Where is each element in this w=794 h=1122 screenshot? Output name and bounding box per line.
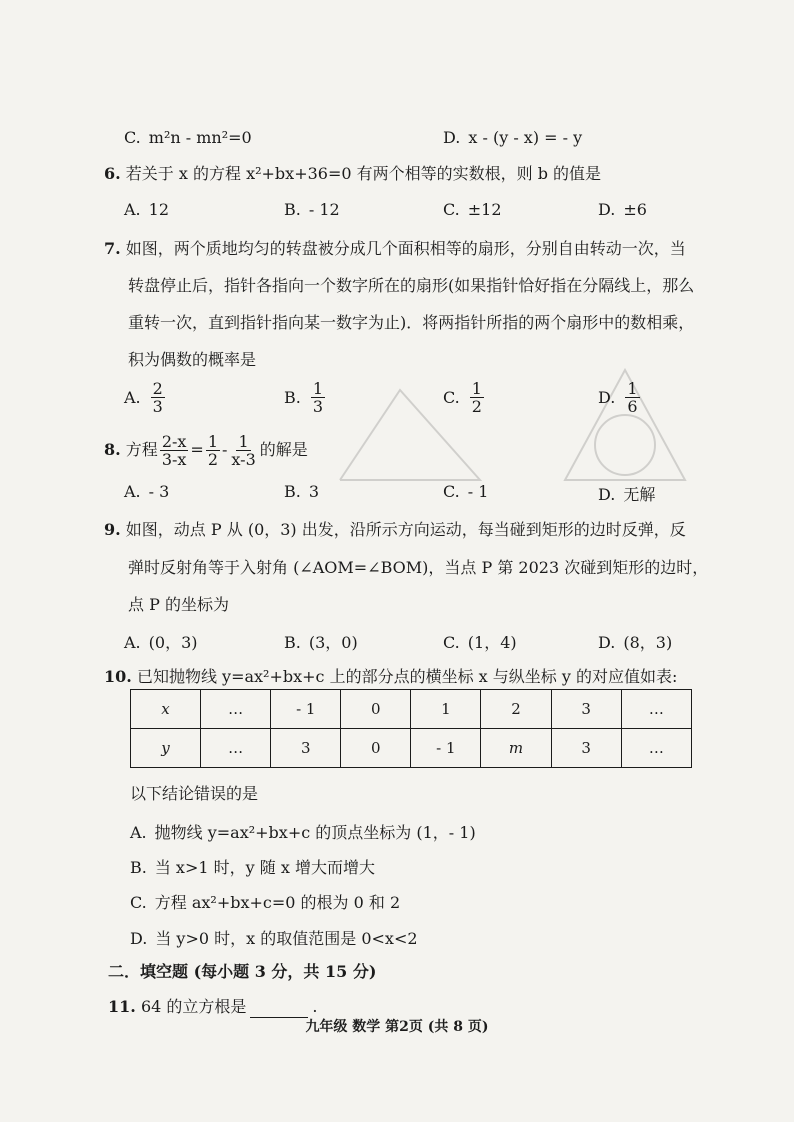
- q6-stem: 6. 若关于 x 的方程 x²+bx+36=0 有两个相等的实数根，则 b 的值是: [104, 164, 602, 183]
- table-cell: 0: [341, 729, 411, 768]
- q7-option-b: B. $\frac{1}{3}$: [284, 379, 324, 416]
- q10-value-table: [130, 689, 692, 768]
- q6-option-c: C. ±12: [443, 200, 502, 219]
- q7-option-a: A. $\frac{2}{3}$: [124, 379, 163, 416]
- table-cell: …: [621, 729, 691, 768]
- table-row-x: [131, 690, 692, 729]
- table-cell: …: [621, 690, 691, 729]
- q9-option-a: A. (0，3): [124, 633, 198, 652]
- q8-option-c: C. - 1: [443, 482, 489, 501]
- table-cell: …: [200, 729, 270, 768]
- q10-option-b: B. 当 x>1 时，y 随 x 增大而增大: [130, 858, 375, 877]
- q9-option-c: C. (1，4): [443, 633, 517, 652]
- q5-option-c: C. m²n - mn²=0: [124, 128, 252, 147]
- q10-option-d: D. 当 y>0 时，x 的取值范围是 0<x<2: [130, 929, 418, 948]
- q6-option-d: D. ±6: [598, 200, 647, 219]
- table-row-y: [131, 729, 692, 768]
- table-cell: x: [131, 690, 201, 729]
- q8-option-a: A. - 3: [124, 482, 170, 501]
- q9-option-b: B. (3，0): [284, 633, 358, 652]
- table-cell: 3: [551, 729, 621, 768]
- table-cell: 0: [341, 690, 411, 729]
- q6-option-b: B. - 12: [284, 200, 340, 219]
- q9-option-d: D. (8，3): [598, 633, 673, 652]
- q11-stem: 11. 64 的立方根是 .: [108, 997, 318, 1016]
- table-cell: 3: [551, 690, 621, 729]
- table-cell: 2: [481, 690, 551, 729]
- q9-line-3: 点 P 的坐标为: [128, 595, 229, 614]
- q5-option-c-text: m²n - mn²=0: [148, 128, 252, 147]
- q10-stem: 10. 已知抛物线 y=ax²+bx+c 上的部分点的横坐标 x 与纵坐标 y 的对应值如表:: [104, 667, 678, 686]
- q10-lead: 以下结论错误的是: [130, 784, 259, 803]
- q10-option-a: A. 抛物线 y=ax²+bx+c 的顶点坐标为 (1，- 1): [130, 823, 476, 842]
- table-cell: y: [131, 729, 201, 768]
- q8-stem: 8. 方程 $\frac{2-x}{3-x}$ = $\frac{1}{2}$ - $\frac{1}{x-3}$ 的解是: [104, 432, 308, 469]
- q9-line-2: 弹时反射角等于入射角 (∠AOM=∠BOM)，当点 P 第 2023 次碰到矩形的边时，: [128, 558, 709, 577]
- q7-line-1: 7. 如图，两个质地均匀的转盘被分成几个面积相等的扇形，分别自由转动一次，当: [104, 239, 686, 258]
- q7-option-c: C. $\frac{1}{2}$: [443, 379, 482, 416]
- table-cell: - 1: [271, 690, 341, 729]
- q7-option-d: D. $\frac{1}{6}$: [598, 379, 638, 416]
- table-cell: m: [481, 729, 551, 768]
- q9-line-1: 9. 如图，动点 P 从 (0，3) 出发，沿所示方向运动，每当碰到矩形的边时反弹，反: [104, 520, 686, 539]
- q7-line-2: 转盘停止后，指针各指向一个数字所在的扇形(如果指针恰好指在分隔线上，那么: [128, 276, 695, 295]
- table-cell: - 1: [411, 729, 481, 768]
- q8-option-d: D. 无解: [598, 485, 656, 504]
- q7-line-3: 重转一次，直到指针指向某一数字为止)．将两指针所指的两个扇形中的数相乘，: [128, 313, 695, 332]
- page-footer: 九年级 数学 第2页 (共 8 页): [305, 1019, 489, 1035]
- q5-option-d-text: x - (y - x) = - y: [468, 128, 583, 147]
- q8-option-b: B. 3: [284, 482, 320, 501]
- q10-option-c: C. 方程 ax²+bx+c=0 的根为 0 和 2: [130, 893, 401, 912]
- table-cell: …: [200, 690, 270, 729]
- table-cell: 1: [411, 690, 481, 729]
- table-cell: 3: [271, 729, 341, 768]
- section-heading: 二．填空题 (每小题 3 分，共 15 分): [108, 962, 377, 981]
- q7-line-4: 积为偶数的概率是: [128, 350, 257, 369]
- q6-option-a: A. 12: [124, 200, 169, 219]
- q5-option-d: D. x - (y - x) = - y: [443, 128, 583, 147]
